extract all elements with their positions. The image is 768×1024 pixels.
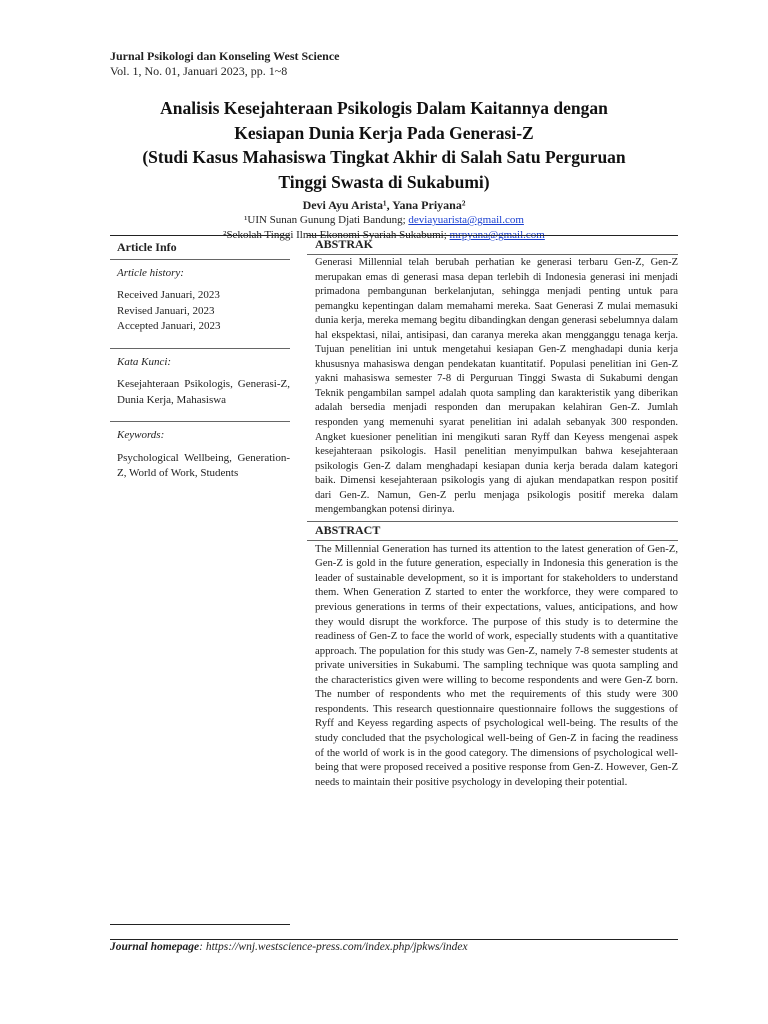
title-line: Kesiapan Dunia Kerja Pada Generasi-Z <box>234 122 534 143</box>
email-link[interactable]: mrpyana@gmail.com <box>449 229 545 241</box>
keywords-label: Keywords: <box>117 429 165 441</box>
abstract-text: The Millennial Generation has turned its attention to the latest generation of Gen-Z, Gen-Z is gold in the future generation, especially in Indonesia this generation is the leader of sustainable development, so it is important for stakeholders to understand them. When Generation Z started to enter the workforce, they were compared to previous generations in terms of their expectations, values, anticipations, and how they would disrupt the workforce. The purpose of this study is to determine the readiness of Gen-Z to face the world of work, especially students with a quantitative approach. The population for this study was Gen-Z, namely 7-8 semester students at private universities in Sukabumi. The sampling technique was quota sampling and the characteristics given were willing to become respondents and were Gen-Z born. The number of respondents who met the requirements of this study were 300 respondents. This research questionnaire questionnaire follows the suggestions of Ryff and Keyess regarding aspects of psychological well-being. The results of the study concluded that the psychological well-being of Gen-Z in facing the readiness of the world of work is in the good category. The dimensions of psychological well-being that were proposed received a positive response from Gen-Z. However, Gen-Z needs to maintain their positive psychology in developing their potential. <box>315 542 678 788</box>
homepage-url[interactable]: : https://wnj.westscience-press.com/index.php/jpkws/index <box>199 941 468 953</box>
abstrak-text: Generasi Millennial telah berubah perhatian ke generasi terbaru Gen-Z, Gen-Z merupakan emas di generasi masa depan terlebih di Indonesia generasi ini menjadi primadona pembangunan berkelanjutan, sehingga menjadi penting untuk para pemangku kepentingan dalam memahami mereka. Saat Generasi Z mulai memasuki dunia kerja, mereka memang begitu dibandingkan dengan generasi sebelumnya dalam hal ekspektasi, nilai, antisipasi, dan caranya mereka akan mengganggu tenaga kerja. Tujuan penelitian ini untuk mengetahui kesiapan Gen-Z menghadapi dunia kerja khususnya mahasiswa dengan pendekatan kuantitatif. Populasi penelitian ini Gen-Z yakni mahasiswa semester 7-8 di Perguruan Tinggi Swasta di Sukabumi dengan Teknik pengambilan sampel adalah quota sampling dan karakteristik yang diberikan adalah bersedia menjadi responden dan merupakan kelahiran Gen-Z. Jumlah responden yang memenuhi syarat penelitian ini adalah sebanyak 300 responden. Angket kuesioner penelitian ini mengikuti saran Ryff dan Keyess mengenai aspek kesejahteraan psikologis. Hasil penelitian menyimpulkan bahwa kesejahteraan psikologis Gen-Z dalam menghadapi kesiapan dunia kerja berada dalam kategori baik. Dimensi kesejahteraan psikologis yang di ajukan mendapatkan respon positif dari Gen-Z. Namun, Gen-Z perlu menjaga psikologis positif mereka dalam mengembangkan potensi dirinya. <box>315 257 678 516</box>
abstract-heading: ABSTRACT <box>315 522 381 537</box>
article-history <box>110 286 290 348</box>
abstract-column <box>307 235 678 792</box>
affiliation-1 <box>100 213 668 228</box>
kata-kunci-label: Kata Kunci: <box>117 355 172 368</box>
affiliation-text: ²Sekolah Tinggi Ilmu Ekonomi Syariah Sukabumi; <box>223 229 450 241</box>
article-info-heading: Article Info <box>117 240 177 254</box>
journal-volume: Vol. 1, No. 01, Januari 2023, pp. 1~8 <box>110 64 288 78</box>
divider <box>110 924 290 925</box>
title-line: (Studi Kasus Mahasiswa Tingkat Akhir di Salah Satu Perguruan <box>142 147 626 167</box>
history-item: Received Januari, 2023 <box>117 289 220 301</box>
email-link[interactable]: deviayuarista@gmail.com <box>408 214 524 226</box>
kata-kunci: Kesejahteraan Psikologis, Generasi-Z, Dunia Kerja, Mahasiswa <box>117 378 290 406</box>
history-item: Revised Januari, 2023 <box>117 304 215 317</box>
footer-divider <box>110 939 678 940</box>
authors: Devi Ayu Arista¹, Yana Priyana² <box>302 198 466 212</box>
history-item: Accepted Januari, 2023 <box>117 320 221 332</box>
title-line: Analisis Kesejahteraan Psikologis Dalam Kaitannya dengan <box>160 98 608 118</box>
title-block <box>100 96 668 243</box>
title-line: Tinggi Swasta di Sukabumi) <box>278 171 490 192</box>
journal-header <box>110 49 339 79</box>
article-info-column <box>110 235 290 495</box>
paper-title <box>100 96 668 194</box>
homepage-label: Journal homepage <box>110 941 200 953</box>
affiliation-text: ¹UIN Sunan Gunung Djati Bandung; <box>244 214 409 226</box>
keywords: Psychological Wellbeing, Generation-Z, World of Work, Students <box>117 451 290 479</box>
article-history-label: Article history: <box>117 266 184 279</box>
abstrak-heading: ABSTRAK <box>315 237 374 251</box>
journal-homepage <box>110 941 468 953</box>
journal-name: Jurnal Psikologi dan Konseling West Science <box>110 49 340 63</box>
